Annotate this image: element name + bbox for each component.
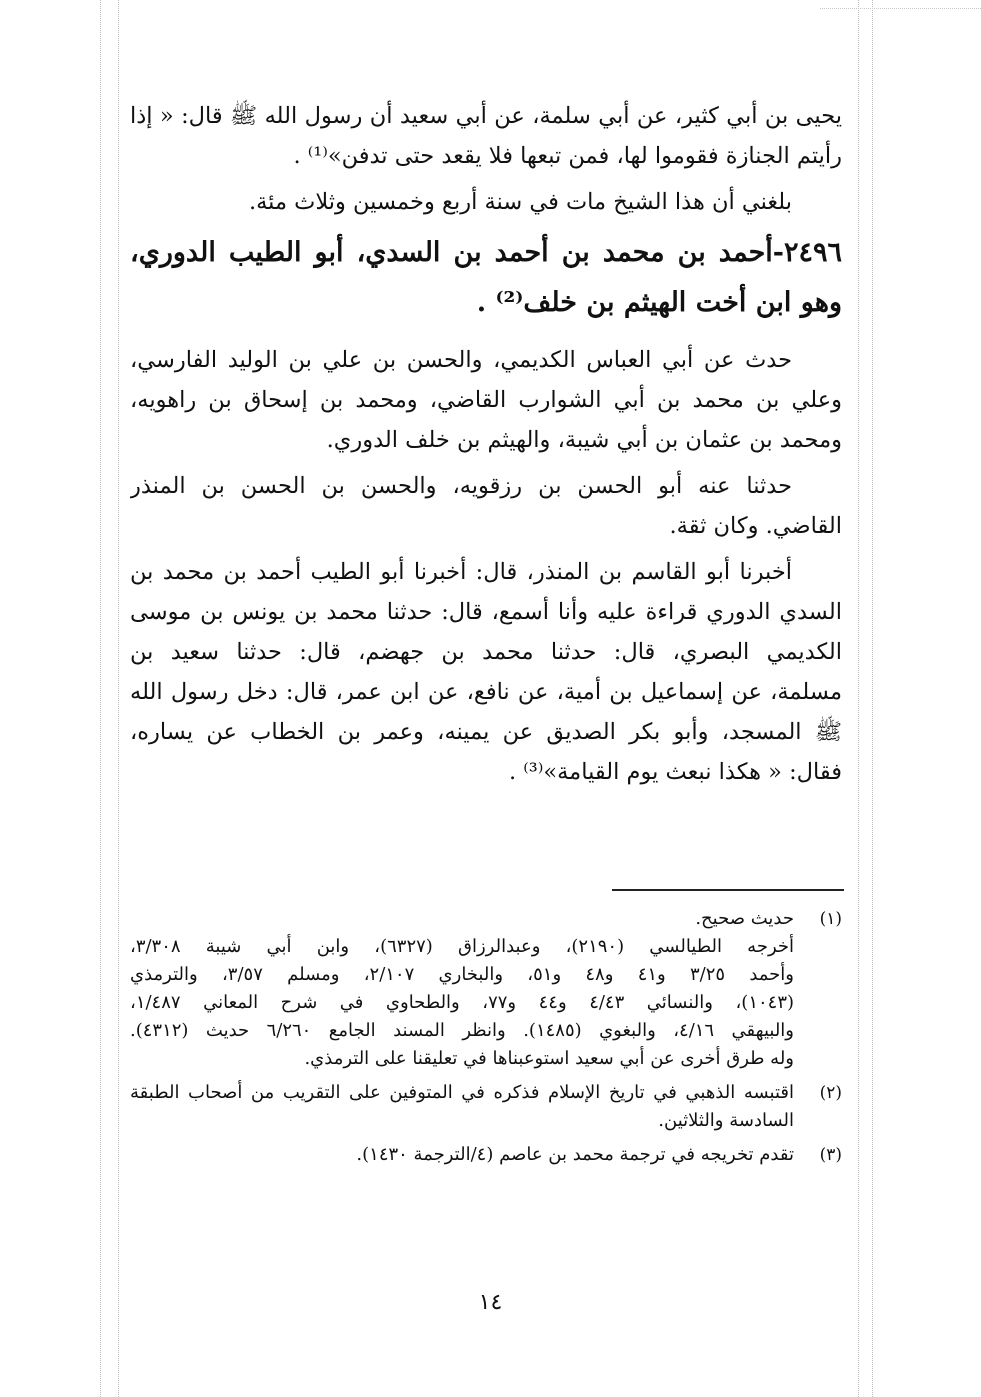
footnote-line: (١٠٤٣)، والنسائي ٤/٤٣ و٤٤ و٧٧، والطحاوي في شرح المعاني ١/٤٨٧، <box>130 992 794 1013</box>
text-line: فقال: « هكذا نبعث يوم القيامة»⁽³⁾ . <box>508 759 842 785</box>
footnotes <box>130 905 842 1169</box>
footnote-line: وأحمد ٣/٢٥ و٤١ و٤٨ و٥١، والبخاري ٢/١٠٧، ومسلم ٣/٥٧، والترمذي <box>130 964 794 985</box>
page-number: ١٤ <box>478 1290 503 1315</box>
scan-artifact-line <box>100 0 101 1397</box>
text-line: حدث عن أبي العباس الكديمي، والحسن بن علي بن الوليد الفارسي، <box>130 347 792 373</box>
text-line: الكديمي البصري، قال: حدثنا محمد بن جهضم، قال: حدثنا سعيد بن <box>130 639 842 665</box>
footnote-2 <box>130 1079 842 1135</box>
text-line: ﷺ المسجد، وأبو بكر الصديق عن يمينه، وعمر بن الخطاب عن يساره، <box>130 719 842 745</box>
text-line: بلغني أن هذا الشيخ مات في سنة أربع وخمسين وثلاث مئة. <box>248 189 792 215</box>
footnote-line: وله طرق أخرى عن أبي سعيد استوعبناها في تعليقنا على الترمذي. <box>304 1048 794 1069</box>
text-line: السدي الدوري قراءة عليه وأنا أسمع، قال: حدثنا محمد بن يونس بن موسى <box>130 599 842 625</box>
text-line: وعلي بن محمد بن أبي الشوارب القاضي، ومحمد بن إسحاق بن راهويه، <box>130 387 842 413</box>
footnote-line: السادسة والثلاثين. <box>658 1110 794 1131</box>
text-line: ومحمد بن عثمان بن أبي شيبة، والهيثم بن خلف الدوري. <box>326 427 842 453</box>
text-line: حدثنا عنه أبو الحسن بن رزقويه، والحسن بن الحسن بن المنذر <box>130 473 792 499</box>
entry-heading: ٢٤٩٦-أحمد بن محمد بن أحمد بن السدي، أبو الطيب الدوري، <box>130 237 842 268</box>
footnote-number: (٣) <box>819 1145 842 1165</box>
footnote-1 <box>130 905 842 1073</box>
text-line: رأيتم الجنازة فقوموا لها، فمن تبعها فلا يقعد حتى تدفن»⁽¹⁾ . <box>293 143 842 169</box>
scan-artifact-line <box>820 8 981 9</box>
text-line: مسلمة، عن إسماعيل بن أمية، عن نافع، عن ابن عمر، قال: دخل رسول الله <box>130 679 842 705</box>
footnote-3 <box>130 1141 842 1169</box>
footnote-line: اقتبسه الذهبي في تاريخ الإسلام فذكره في المتوفين على التقريب من أصحاب الطبقة <box>130 1082 794 1103</box>
footnote-number: (١) <box>819 909 842 929</box>
footnote-line: حديث صحيح. <box>695 908 794 929</box>
scan-artifact-line <box>858 0 859 1397</box>
scan-artifact-line <box>872 0 873 1397</box>
footnote-number: (٢) <box>819 1083 842 1103</box>
text-line: القاضي. وكان ثقة. <box>669 513 842 539</box>
main-text <box>130 96 842 792</box>
text-line: أخبرنا أبو القاسم بن المنذر، قال: أخبرنا أبو الطيب أحمد بن محمد بن <box>130 559 792 585</box>
text-line: يحيى بن أبي كثير، عن أبي سلمة، عن أبي سعيد أن رسول الله ﷺ قال: « إذا <box>130 103 842 129</box>
scan-artifact-line <box>118 0 119 1397</box>
footnote-line: تقدم تخريجه في ترجمة محمد بن عاصم (٤/الترجمة ١٤٣٠). <box>356 1144 794 1165</box>
footnote-separator <box>612 889 844 891</box>
footnote-line: أخرجه الطيالسي (٢١٩٠)، وعبدالرزاق (٦٣٢٧)، وابن أبي شيبة ٣/٣٠٨، <box>130 936 794 957</box>
footnote-line: والبيهقي ٤/١٦، والبغوي (١٤٨٥). وانظر المسند الجامع ٦/٢٦٠ حديث (٤٣١٢). <box>130 1020 794 1041</box>
entry-heading: وهو ابن أخت الهيثم بن خلف⁽²⁾ . <box>476 287 842 318</box>
